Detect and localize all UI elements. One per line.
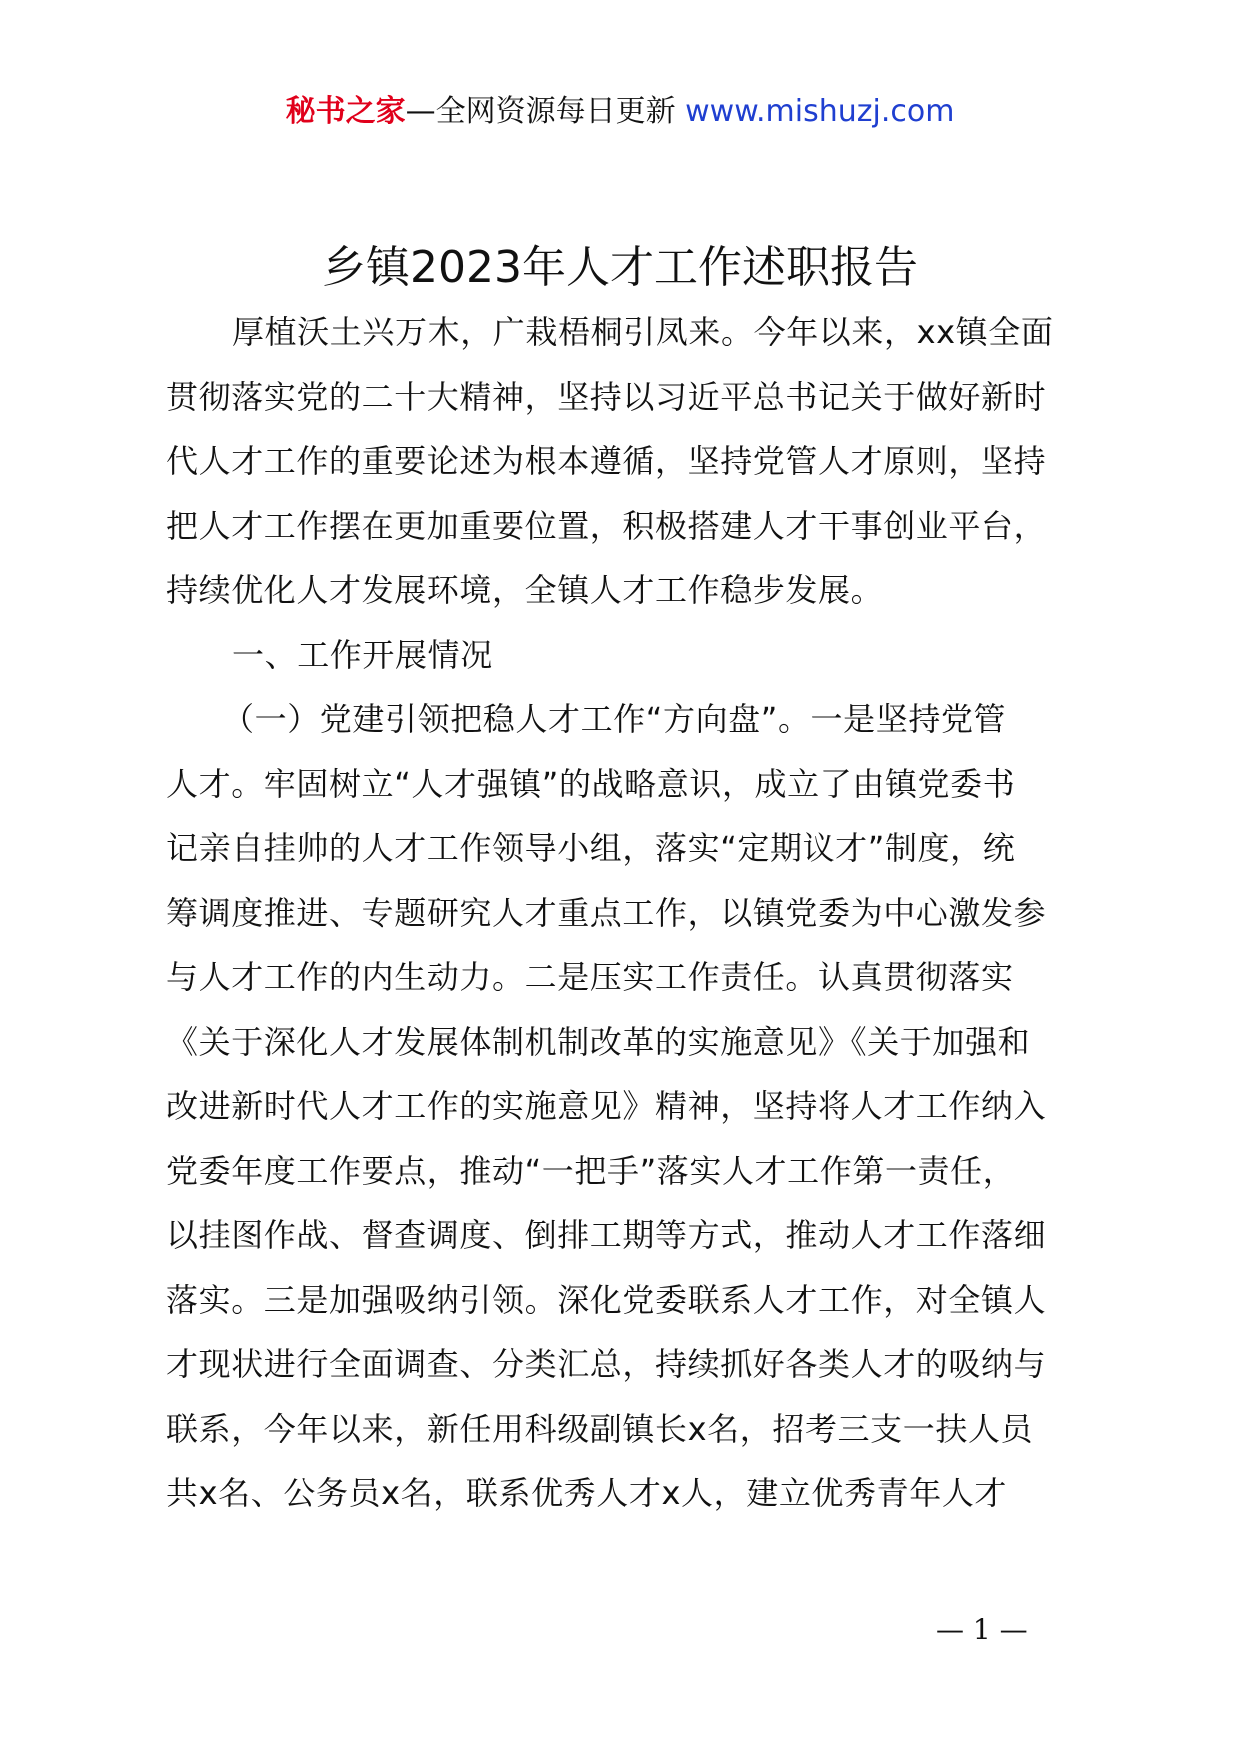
brand-name: 秘书之家 [285, 94, 406, 129]
body-line: 记亲自挂帅的人才工作领导小组，落实“定期议才”制度，统 [166, 829, 1016, 867]
body-line: 与人才工作的内生动力。二是压实工作责任。认真贯彻落实 [166, 958, 1014, 996]
body-line: （一）党建引领把稳人才工作“方向盘”。一是坚持党管 [222, 700, 1007, 738]
body-line: 人才。牢固树立“人才强镇”的战略意识，成立了由镇党委书 [166, 764, 1016, 803]
body-line: 代人才工作的重要论述为根本遵循，坚持党管人才原则，坚持 [166, 442, 1047, 480]
body-line: 党委年度工作要点，推动“一把手”落实人才工作第一责任， [166, 1151, 1016, 1190]
body-line: 落实。三是加强吸纳引领。深化党委联系人才工作，对全镇人 [166, 1280, 1047, 1319]
document-title: 乡镇2023年人才工作述职报告 [322, 242, 918, 293]
body-line: 共x名、公务员x名，联系优秀人才x人，建立优秀青年人才 [166, 1474, 1008, 1512]
body-line: 把人才工作摆在更加重要位置，积极搭建人才干事创业平台， [166, 506, 1047, 545]
body-line: 联系，今年以来，新任用科级副镇长x名，招考三支一扶人员 [166, 1409, 1034, 1448]
body-line: 改进新时代人才工作的实施意见》精神，坚持将人才工作纳入 [166, 1087, 1047, 1125]
body-line: 才现状进行全面调查、分类汇总，持续抓好各类人才的吸纳与 [166, 1345, 1047, 1383]
body-line: 《关于深化人才发展体制机制改革的实施意见》《关于加强和 [166, 1022, 1031, 1061]
section-heading: 一、工作开展情况 [232, 635, 493, 674]
body-line: 筹调度推进、专题研究人才重点工作，以镇党委为中心激发参 [166, 893, 1047, 932]
header-slogan: —全网资源每日更新 [405, 94, 676, 129]
body-line: 持续优化人才发展环境，全镇人才工作稳步发展。 [166, 571, 884, 609]
document-body [166, 300, 1086, 1526]
page-number: — 1 — [936, 1613, 1028, 1646]
body-line: 以挂图作战、督查调度、倒排工期等方式，推动人才工作落细 [166, 1216, 1047, 1254]
body-line: 厚植沃土兴万木，广栽梧桐引凤来。今年以来，xx镇全面 [232, 313, 1054, 351]
site-header [0, 92, 1240, 132]
site-url-link[interactable]: www.mishuzj.com [685, 94, 955, 129]
body-line: 贯彻落实党的二十大精神，坚持以习近平总书记关于做好新时 [166, 377, 1047, 416]
